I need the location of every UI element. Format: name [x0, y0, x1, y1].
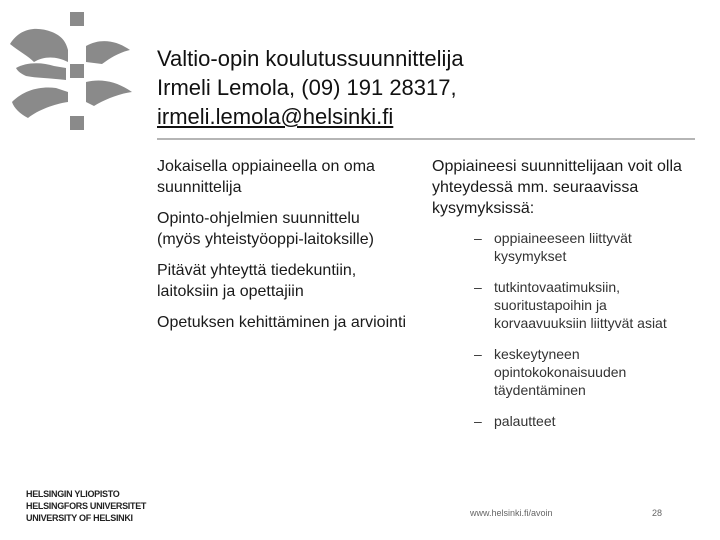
- left-item: Jokaisella oppiaineella on oma suunnittelija: [157, 158, 375, 196]
- footer-url: www.helsinki.fi/avoin: [470, 508, 553, 518]
- sub-list-item: [432, 345, 702, 399]
- title-line-2: Irmeli Lemola, (09) 191 28317,: [157, 75, 457, 100]
- email-link[interactable]: irmeli.lemola@helsinki.fi: [157, 104, 394, 129]
- sub-list-item: [432, 229, 702, 265]
- sub-list-item: [432, 278, 702, 332]
- page-number: 28: [652, 508, 663, 518]
- sub-list-item-text: palautteet: [494, 413, 556, 429]
- university-wordmark: [26, 488, 146, 524]
- wordmark-line-1: HELSINGIN YLIOPISTO: [26, 489, 120, 499]
- left-item: Opetuksen kehittäminen ja arviointi: [157, 314, 407, 331]
- dash-bullet: –: [474, 279, 482, 295]
- title-divider: [157, 138, 695, 140]
- title-line-1: Valtio-opin koulutussuunnittelija: [157, 46, 464, 71]
- sub-list: [432, 229, 702, 430]
- dash-bullet: –: [474, 230, 482, 246]
- dash-bullet: –: [474, 346, 482, 362]
- wordmark-line-2: HELSINGFORS UNIVERSITET: [26, 501, 147, 511]
- sub-list-item-text: keskeytyneen opintokokonaisuuden täydentäminen: [494, 346, 627, 398]
- wordmark-line-3: UNIVERSITY OF HELSINKI: [26, 513, 133, 523]
- slide-title: [157, 44, 697, 131]
- right-column: [432, 156, 702, 443]
- left-item: Pitävät yhteyttä tiedekuntiin, laitoksiin ja opettajiin: [157, 262, 357, 300]
- sub-list-item-text: oppiaineeseen liittyvät kysymykset: [494, 230, 632, 264]
- sub-list-item-text: tutkintovaatimuksiin, suoritustapoihin ja korvaavuuksiin liittyvät asiat: [494, 279, 667, 331]
- dash-bullet: –: [474, 413, 482, 429]
- left-item: Opinto-ohjelmien suunnittelu (myös yhteistyöoppi-laitoksille): [157, 210, 374, 248]
- university-logo-icon: [6, 6, 146, 136]
- sub-list-item: [432, 412, 702, 430]
- left-column: [157, 156, 407, 343]
- right-intro: Oppiaineesi suunnittelijaan voit olla yhteydessä mm. seuraavissa kysymyksissä:: [432, 158, 682, 217]
